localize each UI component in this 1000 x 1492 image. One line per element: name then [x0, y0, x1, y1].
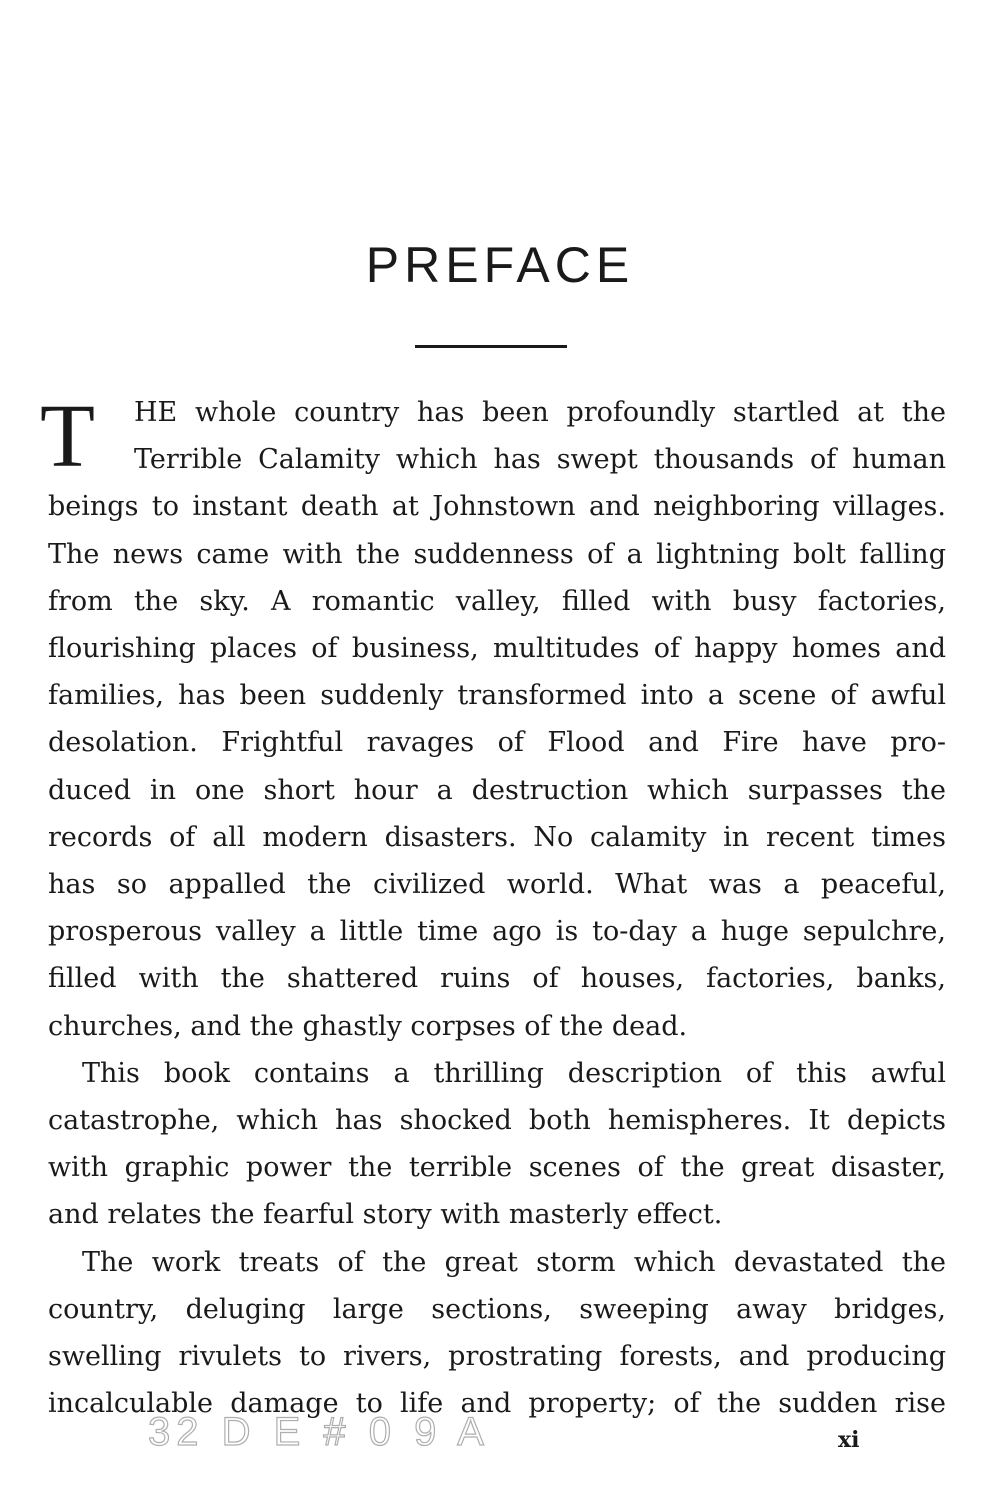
text-line: filled with the shattered ruins of houses, factories, banks, — [48, 963, 946, 995]
text-line: The news came with the suddenness of a lightning bolt falling — [48, 538, 946, 570]
text-line: duced in one short hour a destruction which surpasses the — [48, 774, 946, 806]
text-line: with graphic power the terrible scenes of the great disaster, — [48, 1152, 946, 1184]
text-line: beings to instant death at Johnstown and neighboring villages. — [48, 491, 946, 523]
text-line: records of all modern disasters. No calamity in recent times — [48, 821, 946, 853]
text-line: The work treats of the great storm which devastated the — [82, 1246, 946, 1278]
library-stamp: 32 D E # 0 9 A — [148, 1410, 490, 1454]
page-title: PREFACE — [365, 237, 635, 293]
text-line: incalculable damage to life and property; of the sudden rise — [48, 1388, 946, 1420]
page-number: xi — [838, 1427, 860, 1453]
text-line: has so appalled the civilized world. What was a peaceful, — [48, 869, 946, 901]
preface-body — [48, 389, 946, 1427]
text-line: country, deluging large sections, sweeping away bridges, — [48, 1293, 946, 1325]
text-line: from the sky. A romantic valley, filled with busy factories, — [48, 585, 946, 617]
text-line: This book contains a thrilling description of this awful — [82, 1057, 946, 1089]
text-line: HE whole country has been profoundly startled at the — [134, 397, 946, 428]
text-line: catastrophe, which has shocked both hemispheres. It depicts — [48, 1105, 946, 1137]
text-line: Terrible Calamity which has swept thousands of human — [134, 444, 946, 476]
title-rule — [415, 345, 567, 348]
text-line: swelling rivulets to rivers, prostrating forests, and producing — [48, 1341, 946, 1373]
text-line: families, has been suddenly transformed into a scene of awful — [48, 680, 946, 712]
text-line: and relates the fearful story with masterly effect. — [48, 1199, 723, 1231]
text-line: desolation. Frightful ravages of Flood and Fire have pro- — [48, 727, 946, 759]
text-line: churches, and the ghastly corpses of the dead. — [48, 1010, 688, 1042]
drop-cap: T — [40, 387, 95, 486]
text-line: flourishing places of business, multitudes of happy homes and — [48, 633, 946, 665]
text-line: prosperous valley a little time ago is to-day a huge sepulchre, — [48, 916, 946, 948]
